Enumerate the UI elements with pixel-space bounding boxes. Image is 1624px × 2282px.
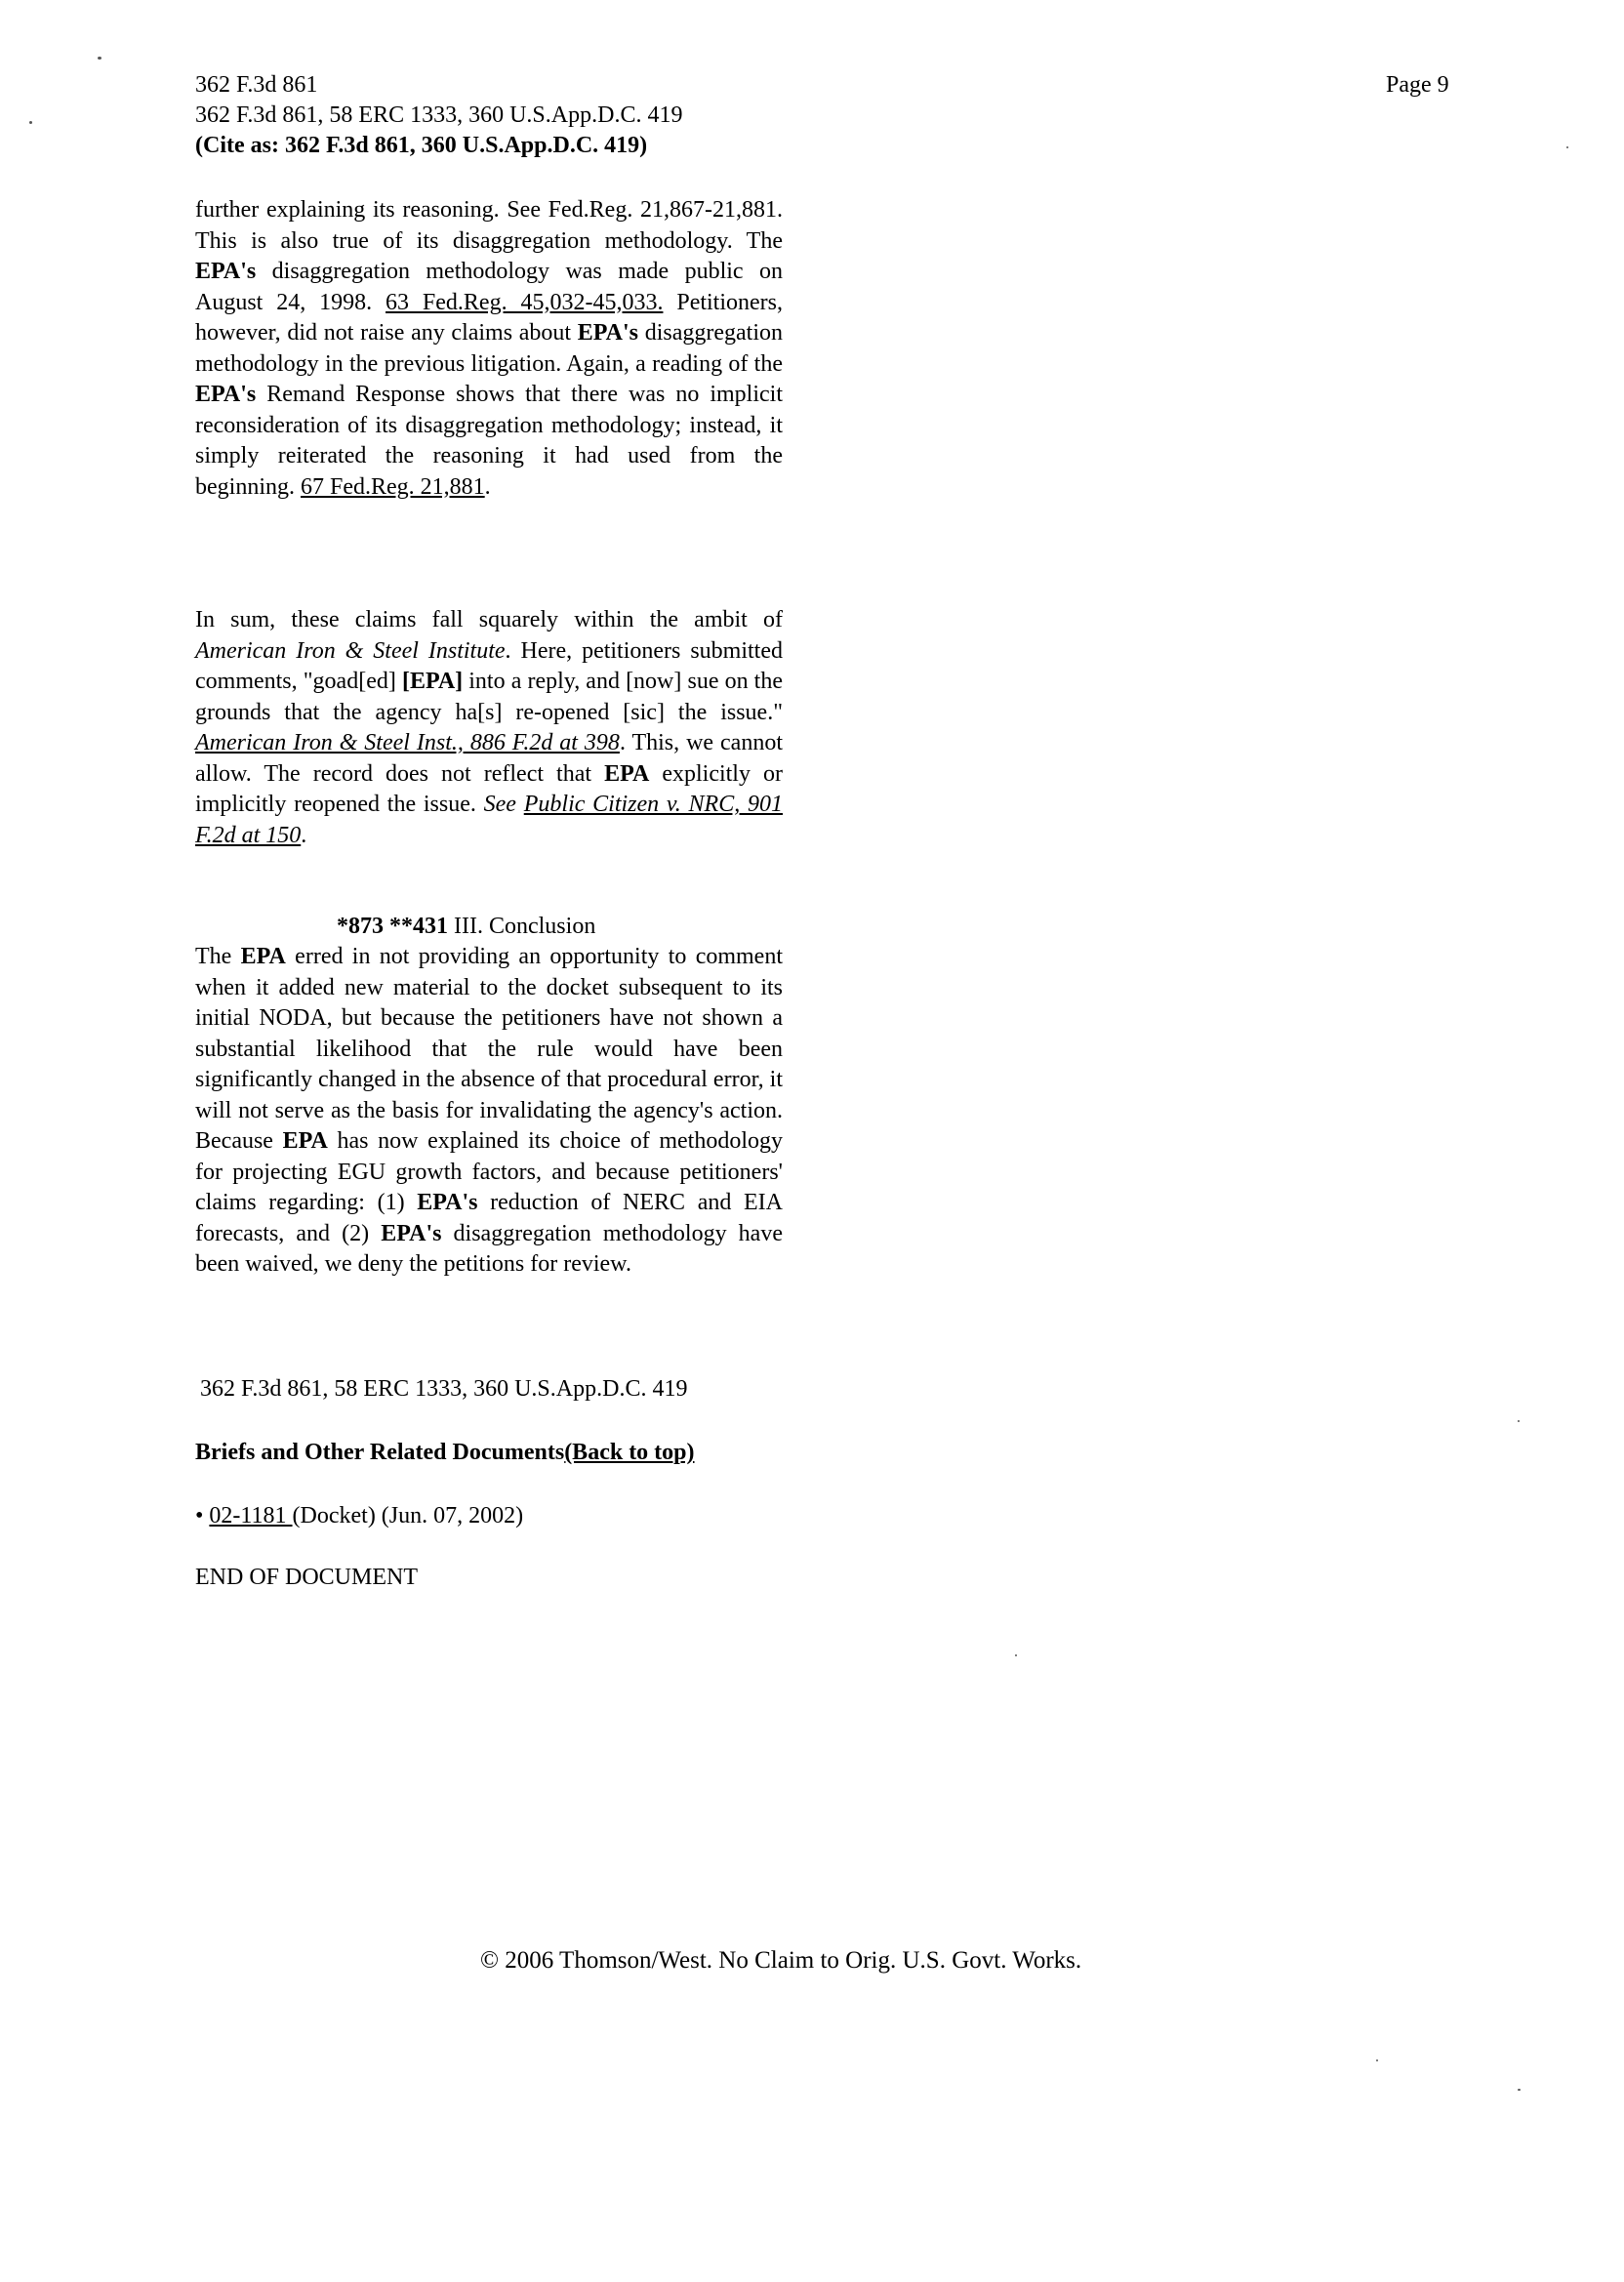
paragraph-disaggregation: further explaining its reasoning. See Fed.Reg. 21,867-21,881. This is also true of its disaggregation methodology. The EPA's disaggregation methodology was made public on August 24, 1998. 63 Fed.Reg. 45,032-45,033. Petitioners, however, did not raise any claims about EPA's disaggregation methodology in the previous litigation. Again, a reading of the EPA's Remand Response shows that there was no implicit reconsideration of its disaggregation methodology; instead, it simply reiterated the reasoning it had used from the beginning. 67 Fed.Reg. 21,881. [195,197,783,500]
cite-as-line: (Cite as: 362 F.3d 861, 360 U.S.App.D.C. 419) [195,133,648,158]
scan-speck [98,57,102,60]
bullet-icon: • [195,1503,210,1528]
scan-speck [29,121,32,124]
page-number: Page 9 [1386,72,1449,98]
briefs-heading: Briefs and Other Related Documents(Back to top) [195,1440,695,1465]
american-iron-steel-link[interactable]: American Iron & Steel Inst., 886 F.2d at 398 [195,730,620,755]
paragraph-conclusion: The EPA erred in not providing an opportunity to comment when it added new material to the docket subsequent to its initial NODA, but because the petitioners have not shown a substantial likelihood that the rule would have been significantly changed in the absence of that procedural error, it will not serve as the basis for invalidating the agency's action. Because EPA has now explained its choice of methodology for projecting EGU growth factors, and because petitioners' claims regarding: (1) EPA's reduction of NERC and EIA forecasts, and (2) EPA's disaggregation methodology have been waived, we deny the petitions for review. [195,944,784,1277]
citation-footer-line: 362 F.3d 861, 58 ERC 1333, 360 U.S.App.D.C. 419 [200,1376,688,1402]
scan-speck [1518,2089,1521,2091]
fed-reg-link-21881[interactable]: 67 Fed.Reg. 21,881 [301,473,485,500]
citation-line-1: 362 F.3d 861 [195,72,318,98]
conclusion-heading: *873 **431 III. Conclusion [337,914,596,939]
citation-line-2: 362 F.3d 861, 58 ERC 1333, 360 U.S.App.D.C. 419 [195,102,683,128]
public-citizen-link[interactable]: Public Citizen v. NRC, 901 F.2d at 150 [195,792,783,848]
scan-speck [1518,1420,1520,1422]
scan-speck [1566,146,1568,148]
star-paging: *873 **431 [337,914,448,939]
scan-speck [1015,1654,1017,1656]
end-of-document: END OF DOCUMENT [195,1565,418,1590]
paragraph-in-sum: In sum, these claims fall squarely within the ambit of American Iron & Steel Institute. Here, petitioners submitted comments, "goad[ed] [EPA] into a reply, and [now] sue on the grounds that the agency ha[s] re-opened [sic] the issue." American Iron & Steel Inst., 886 F.2d at 398. This, we cannot allow. The record does not reflect that EPA explicitly or implicitly reopened the issue. See Public Citizen v. NRC, 901 F.2d at 150. [195,607,784,848]
citation-header [195,70,682,161]
scan-speck [1376,2059,1378,2061]
docket-link[interactable]: 02-1181 [209,1503,293,1528]
copyright-footer: © 2006 Thomson/West. No Claim to Orig. U.S. Govt. Works. [480,1947,1082,1974]
back-to-top-link[interactable]: (Back to top) [564,1440,695,1465]
fed-reg-link-45032[interactable]: 63 Fed.Reg. 45,032-45,033. [386,289,664,315]
docket-item: • 02-1181 (Docket) (Jun. 07, 2002) [195,1503,524,1528]
